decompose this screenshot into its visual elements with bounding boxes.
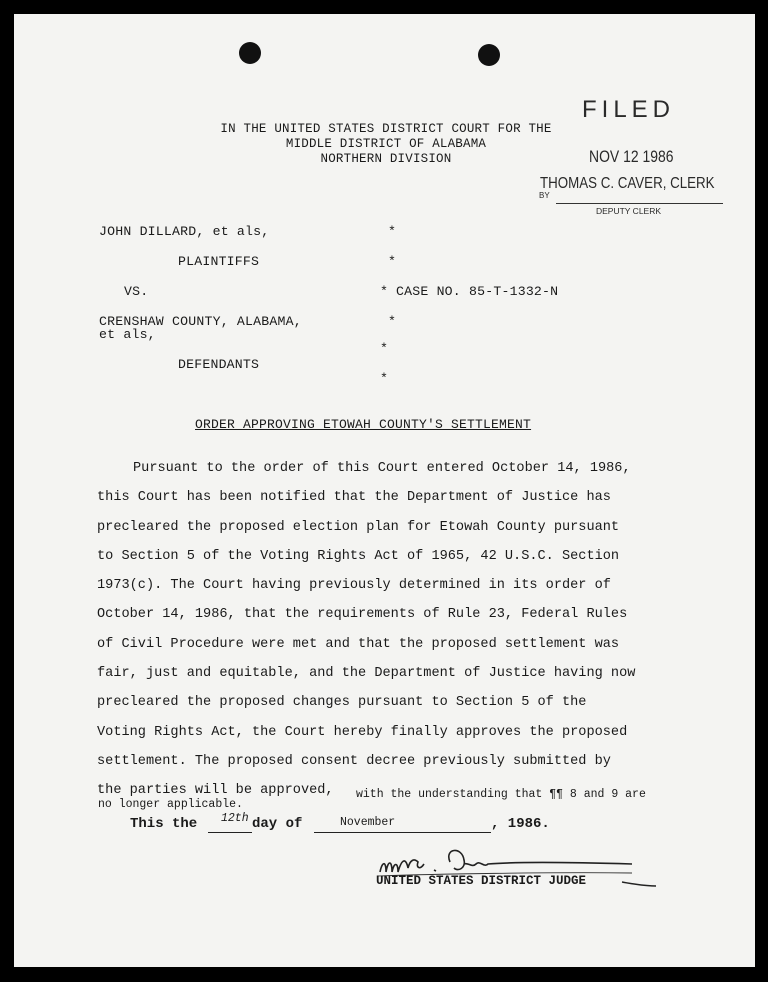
judge-title: UNITED STATES DISTRICT JUDGE xyxy=(376,874,587,888)
body-line: 1973(c). The Court having previously determined in its order of xyxy=(97,578,611,594)
defendant-role: DEFENDANTS xyxy=(178,357,260,372)
date-line-prefix: This the xyxy=(130,816,198,832)
case-number: CASE NO. 85-T-1332-N xyxy=(396,284,559,299)
plaintiff-role: PLAINTIFFS xyxy=(178,254,260,269)
caption-star-6: * xyxy=(380,371,389,386)
court-heading-line3: NORTHERN DIVISION xyxy=(320,152,452,166)
day-value: 12th xyxy=(221,812,249,825)
date-line-year: , 1986. xyxy=(491,816,550,832)
body-line: Voting Rights Act, the Court hereby finally approves the proposed xyxy=(97,724,628,740)
caption-star-5: * xyxy=(380,341,389,356)
filed-stamp-date: NOV 12 1986 xyxy=(589,147,674,166)
body-line: Pursuant to the order of this Court entered October 14, 1986, xyxy=(133,461,631,476)
caption-star-3: * xyxy=(380,284,389,299)
caption-star-1: * xyxy=(388,224,397,239)
defendant-name: CRENSHAW COUNTY, ALABAMA, xyxy=(99,314,302,329)
filed-stamp-rule xyxy=(556,203,723,204)
caption-star-2: * xyxy=(388,254,397,269)
order-title: ORDER APPROVING ETOWAH COUNTY'S SETTLEMENT xyxy=(195,417,532,432)
body-line: settlement. The proposed consent decree previously submitted by xyxy=(97,753,611,769)
body-line: of Civil Procedure were met and that the proposed settlement was xyxy=(97,636,620,652)
caption-star-4: * xyxy=(388,314,397,329)
body-line: this Court has been notified that the Department of Justice has xyxy=(97,490,611,506)
punch-hole-left xyxy=(239,42,261,64)
court-heading-line1: IN THE UNITED STATES DISTRICT COURT FOR THE xyxy=(220,122,552,136)
court-heading-line2: MIDDLE DISTRICT OF ALABAMA xyxy=(285,137,487,151)
order-body xyxy=(97,454,697,776)
month-value: November xyxy=(340,816,396,829)
body-line: October 14, 1986, that the requirements of Rule 23, Federal Rules xyxy=(97,607,628,623)
filed-stamp-by: BY xyxy=(539,191,550,200)
versus-label: VS. xyxy=(124,284,149,299)
date-line-dayof: day of xyxy=(252,816,303,832)
body-line: precleared the proposed changes pursuant to Section 5 of the xyxy=(97,695,587,711)
body-line: fair, just and equitable, and the Department of Justice having now xyxy=(97,666,636,682)
filed-stamp-clerk: THOMAS C. CAVER, CLERK xyxy=(540,175,715,192)
body-line: to Section 5 of the Voting Rights Act of 1965, 42 U.S.C. Section xyxy=(97,548,620,564)
last-line-insert-2: no longer applicable. xyxy=(98,798,243,811)
plaintiff-name: JOHN DILLARD, et als, xyxy=(99,224,270,239)
filed-stamp-deputy: DEPUTY CLERK xyxy=(596,206,662,216)
defendant-name-2: et als, xyxy=(99,327,156,342)
punch-hole-right xyxy=(478,44,500,66)
filed-stamp-label: FILED xyxy=(582,96,676,123)
last-line-typed: the parties will be approved, xyxy=(97,783,334,798)
last-line-insert: with the understanding that ¶¶ 8 and 9 are xyxy=(356,788,646,801)
body-line: precleared the proposed election plan for Etowah County pursuant xyxy=(97,519,620,535)
